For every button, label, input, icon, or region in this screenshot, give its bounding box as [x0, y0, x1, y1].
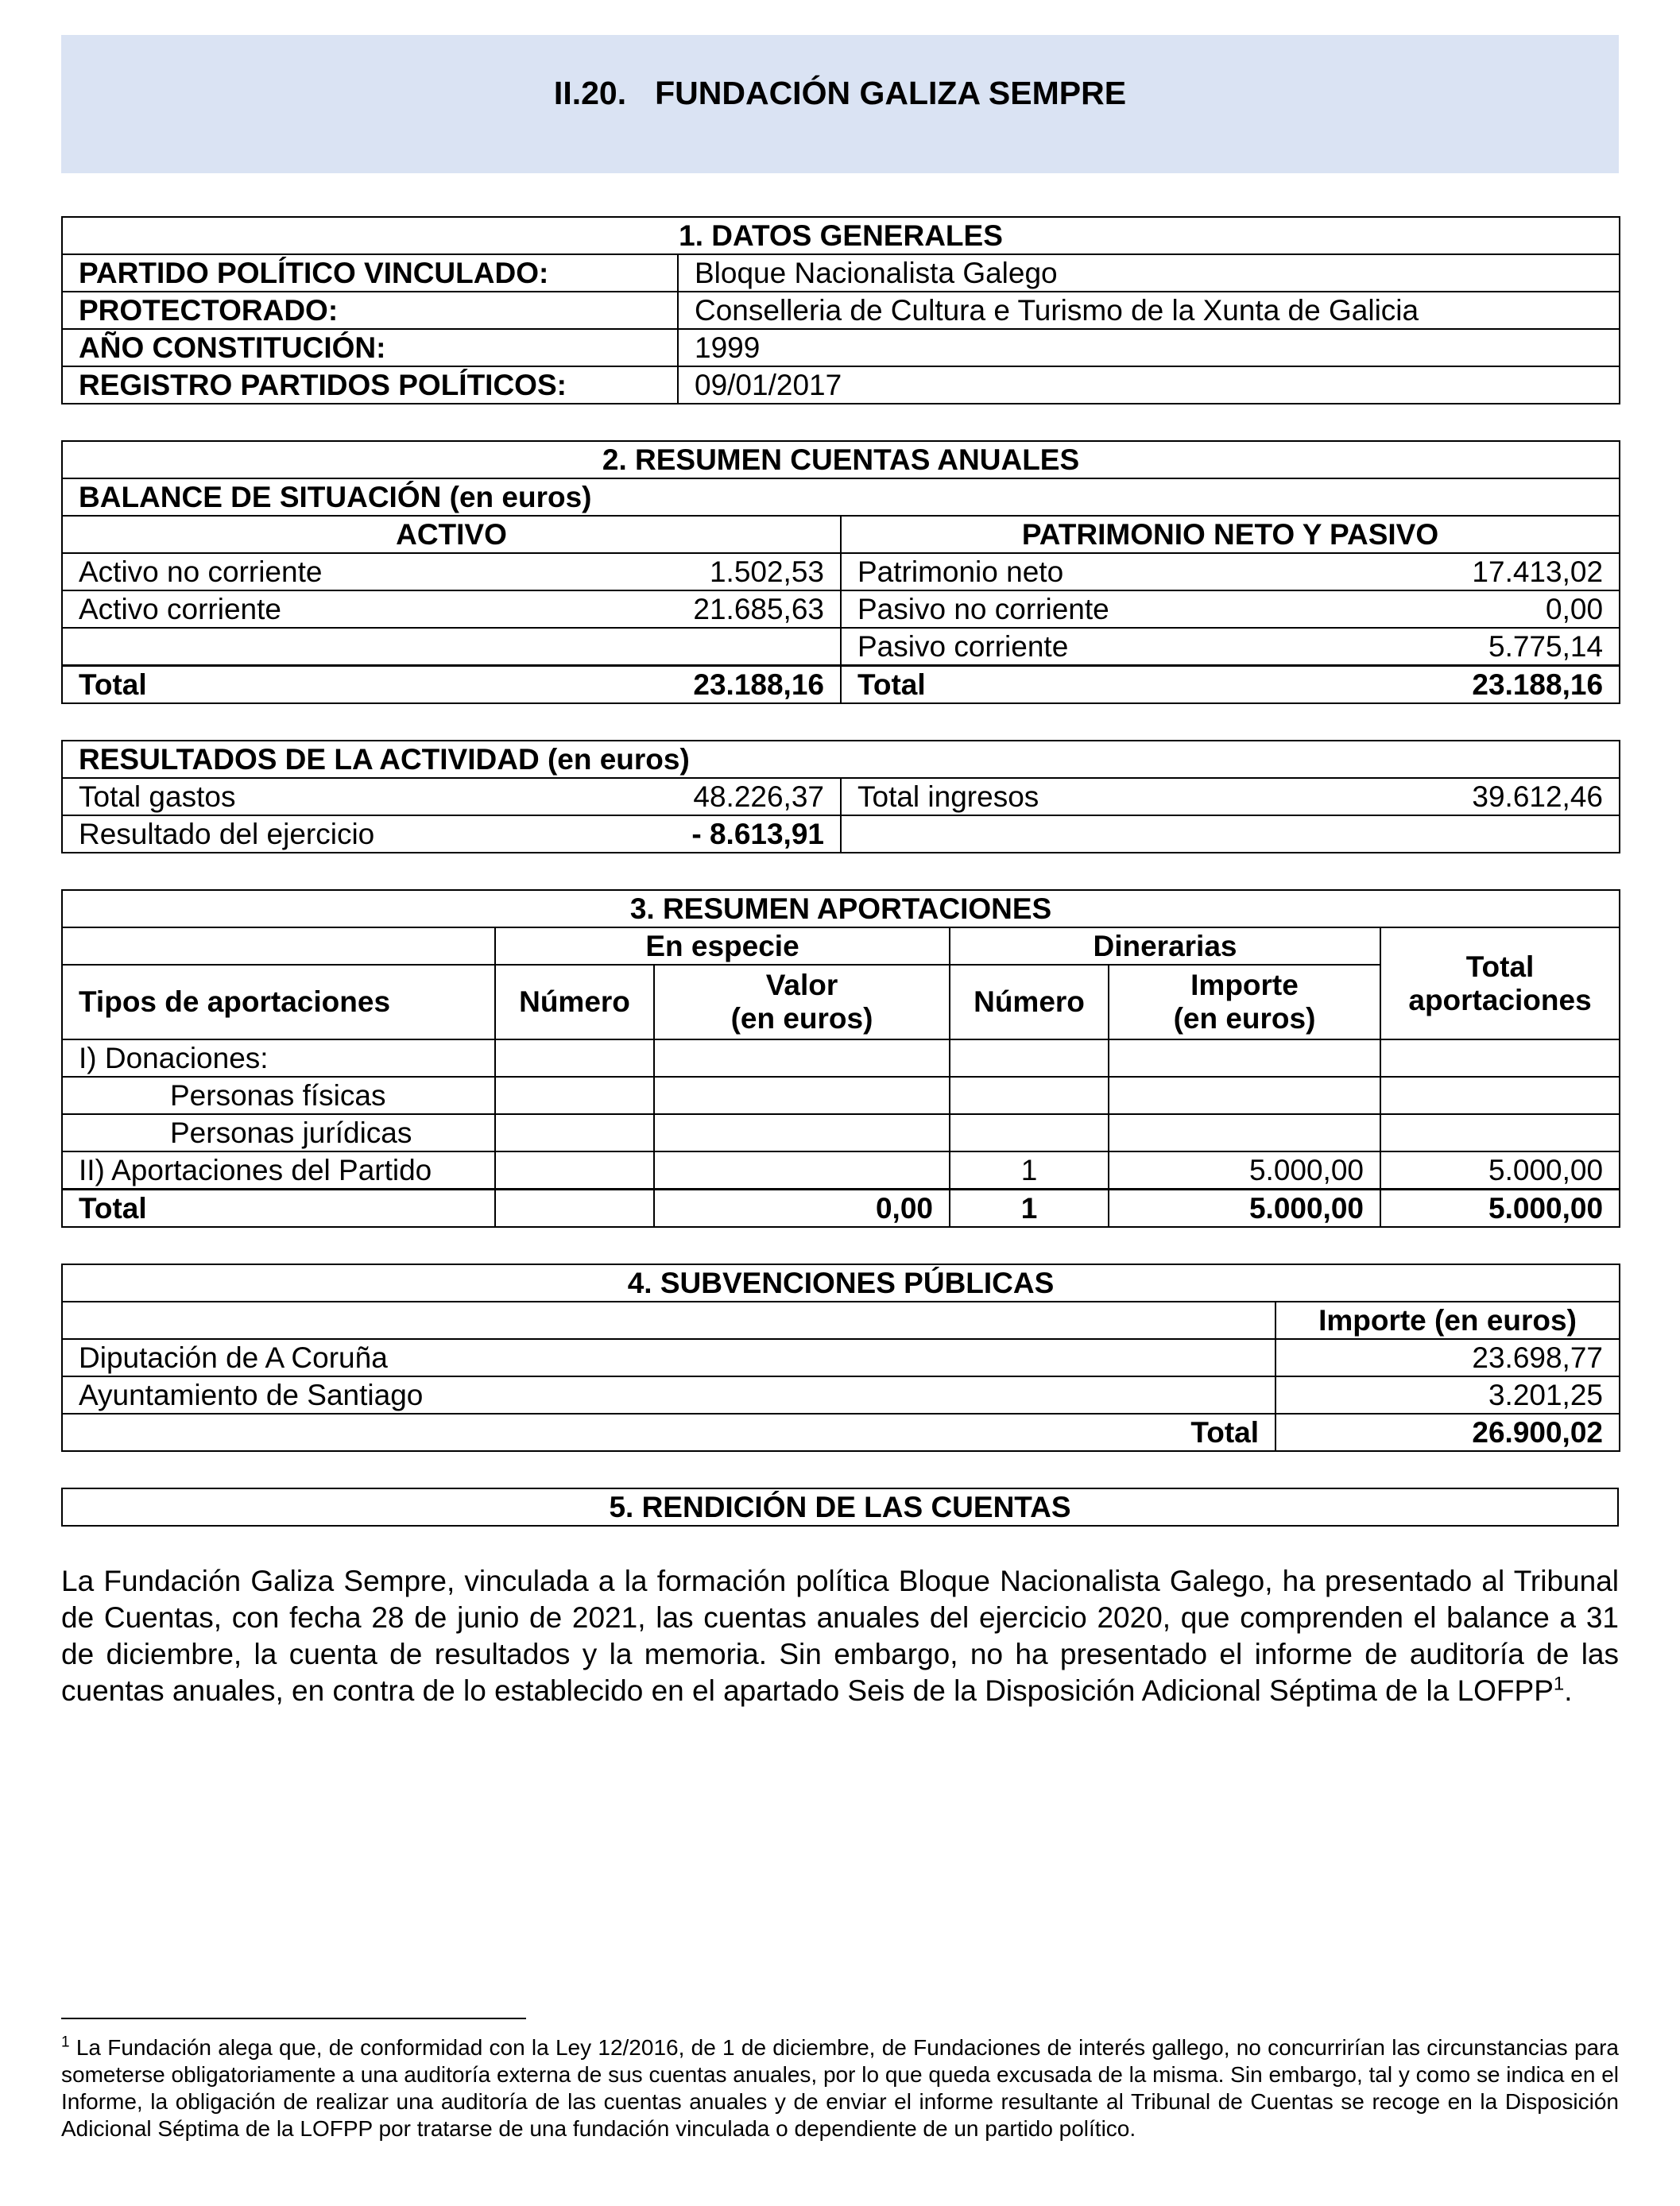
general-data-heading: 1. DATOS GENERALES [62, 217, 1620, 254]
asset-value [674, 628, 841, 666]
accountability-table [61, 1488, 1619, 1527]
subsidies-heading: 4. SUBVENCIONES PÚBLICAS [62, 1264, 1620, 1302]
registry-label: REGISTRO PARTIDOS POLÍTICOS: [62, 366, 678, 404]
document-title [61, 35, 1619, 173]
liability-value: 17.413,02 [1421, 553, 1620, 590]
cell [495, 1190, 654, 1228]
in-kind-value-header: Valor (en euros) [654, 965, 950, 1039]
constitution-year-label: AÑO CONSTITUCIÓN: [62, 329, 678, 366]
asset-label: Activo corriente [62, 590, 674, 628]
contribution-row-label: I) Donaciones: [62, 1039, 495, 1077]
party-label: PARTIDO POLÍTICO VINCULADO: [62, 254, 678, 292]
contributions-table [61, 889, 1620, 1228]
cell [1109, 1114, 1380, 1151]
cell [950, 1039, 1109, 1077]
cell [1380, 1039, 1620, 1077]
liability-label: Patrimonio neto [841, 553, 1421, 590]
asset-label [62, 628, 674, 666]
in-kind-number-header: Número [495, 965, 654, 1039]
protectorate-value: Conselleria de Cultura e Turismo de la Xunta de Galicia [678, 292, 1620, 329]
contribution-row-label: Personas jurídicas [62, 1114, 495, 1151]
cell [1109, 1077, 1380, 1114]
assets-total-value: 23.188,16 [674, 666, 841, 704]
assets-total-label: Total [62, 666, 674, 704]
section-number: II.20. [553, 75, 627, 111]
subsidies-total-label: Total [62, 1414, 1275, 1451]
amount-header: Importe (en euros) [1275, 1302, 1620, 1339]
liability-label: Pasivo corriente [841, 628, 1421, 666]
result-value: - 8.613,91 [674, 815, 841, 853]
liabilities-total-value: 23.188,16 [1421, 666, 1620, 704]
contribution-types-header: Tipos de aportaciones [62, 965, 495, 1039]
cell [950, 1114, 1109, 1151]
contribution-row-label: Personas físicas [62, 1077, 495, 1114]
cell [1380, 1077, 1620, 1114]
monetary-amount-header: Importe (en euros) [1109, 965, 1380, 1039]
results-table [61, 740, 1620, 853]
cell: 5.000,00 [1109, 1190, 1380, 1228]
cell: 5.000,00 [1109, 1151, 1380, 1190]
registry-value: 09/01/2017 [678, 366, 1620, 404]
assets-header: ACTIVO [62, 516, 841, 553]
liabilities-total-label: Total [841, 666, 1421, 704]
liability-value: 0,00 [1421, 590, 1620, 628]
contributions-heading: 3. RESUMEN APORTACIONES [62, 890, 1620, 927]
footnote-text: La Fundación alega que, de conformidad con la Ley 12/2016, de 1 de diciembre, de Fundaciones de interés gallego, no concurrirían las circunstancias para someterse obligatoriamente a una auditoría externa de sus cuentas anuales, por lo que queda excusada de la misma. Sin embargo, tal y como se indica en el Informe, la obligación de realizar una auditoría de las cuentas anuales y de enviar el informe resultante al Tribunal de Cuentas se recoge en la Disposición Adicional Séptima de la LOFPP por tratarse de una fundación vinculada o dependiente de un partido político. [61, 2035, 1619, 2141]
contribution-row-label: II) Aportaciones del Partido [62, 1151, 495, 1190]
cell [1109, 1039, 1380, 1077]
empty-cell [62, 1302, 1275, 1339]
liability-value: 5.775,14 [1421, 628, 1620, 666]
accountability-heading: 5. RENDICIÓN DE LAS CUENTAS [62, 1488, 1618, 1526]
footnote [61, 2034, 1619, 2142]
results-title: RESULTADOS DE LA ACTIVIDAD (en euros) [62, 741, 1620, 778]
party-value: Bloque Nacionalista Galego [678, 254, 1620, 292]
in-kind-header: En especie [495, 927, 950, 965]
expenses-value: 48.226,37 [674, 778, 841, 815]
constitution-year-value: 1999 [678, 329, 1620, 366]
subsidy-label: Diputación de A Coruña [62, 1339, 1275, 1376]
page [61, 35, 1619, 1709]
monetary-header: Dinerarias [950, 927, 1380, 965]
asset-value: 21.685,63 [674, 590, 841, 628]
cell [495, 1077, 654, 1114]
balance-table [61, 440, 1620, 704]
empty-cell [841, 815, 1620, 853]
cell: 5.000,00 [1380, 1190, 1620, 1228]
result-label: Resultado del ejercicio [62, 815, 674, 853]
cell [495, 1039, 654, 1077]
cell [654, 1114, 950, 1151]
cell: 5.000,00 [1380, 1151, 1620, 1190]
income-label: Total ingresos [841, 778, 1421, 815]
protectorate-label: PROTECTORADO: [62, 292, 678, 329]
subsidy-label: Ayuntamiento de Santiago [62, 1376, 1275, 1414]
contributions-total-label: Total [62, 1190, 495, 1228]
footnote-reference[interactable]: 1 [1553, 1673, 1565, 1695]
cell [495, 1151, 654, 1190]
liability-label: Pasivo no corriente [841, 590, 1421, 628]
footnote-separator [61, 2018, 526, 2019]
empty-cell [62, 927, 495, 965]
asset-value: 1.502,53 [674, 553, 841, 590]
cell: 0,00 [654, 1190, 950, 1228]
cell [654, 1151, 950, 1190]
subsidy-value: 3.201,25 [1275, 1376, 1620, 1414]
cell: 1 [950, 1190, 1109, 1228]
cell [950, 1077, 1109, 1114]
cell [1380, 1114, 1620, 1151]
accountability-paragraph: La Fundación Galiza Sempre, vinculada a la formación política Bloque Nacionalista Galego, ha presentado al Tribunal de Cuentas, con fecha 28 de junio de 2021, las cuentas anuales del ejercicio 2020, que comprenden el balance a 31 de diciembre, la cuenta de resultados y la memoria. Sin embargo, no ha presentado el informe de auditoría de las cuentas anuales, en contra de lo establecido en el apartado Seis de la Disposición Adicional Séptima de la LOFPP$^1$. [61, 1565, 1619, 1707]
income-value: 39.612,46 [1421, 778, 1620, 815]
foundation-name: FUNDACIÓN GALIZA SEMPRE [655, 75, 1127, 111]
equity-liabilities-header: PATRIMONIO NETO Y PASIVO [841, 516, 1620, 553]
general-data-table [61, 216, 1620, 404]
asset-label: Activo no corriente [62, 553, 674, 590]
monetary-number-header: Número [950, 965, 1109, 1039]
cell [654, 1077, 950, 1114]
balance-title: BALANCE DE SITUACIÓN (en euros) [62, 478, 1620, 516]
subsidy-value: 23.698,77 [1275, 1339, 1620, 1376]
footnote-marker: 1 [61, 2034, 70, 2051]
annual-accounts-heading: 2. RESUMEN CUENTAS ANUALES [62, 441, 1620, 478]
cell: 1 [950, 1151, 1109, 1190]
cell [495, 1114, 654, 1151]
total-contributions-header: Total aportaciones [1380, 927, 1620, 1039]
expenses-label: Total gastos [62, 778, 674, 815]
subsidies-table [61, 1264, 1620, 1452]
cell [654, 1039, 950, 1077]
subsidies-total-value: 26.900,02 [1275, 1414, 1620, 1451]
